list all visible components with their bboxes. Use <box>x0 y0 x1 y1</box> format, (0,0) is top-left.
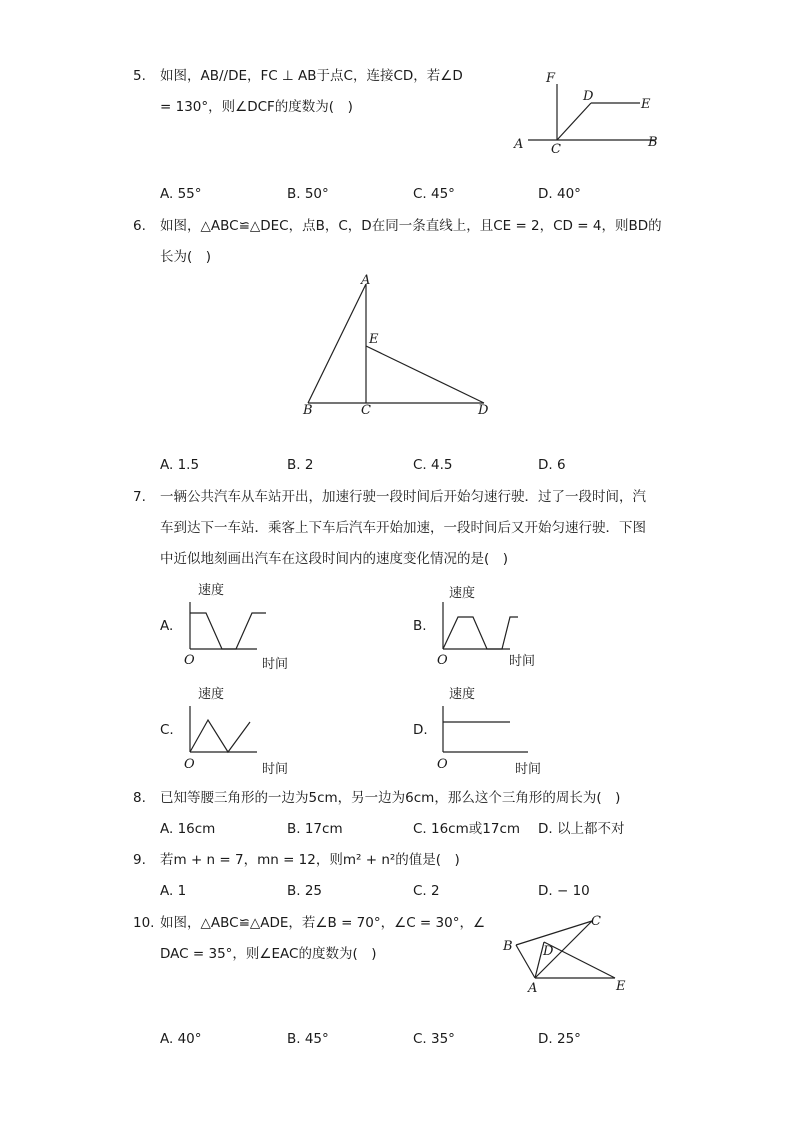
q7b-y-label: 速度 <box>449 586 476 601</box>
q8-option-c: C. 16cm或17cm <box>413 821 521 837</box>
q7d-x-label: 时间 <box>515 762 542 777</box>
q5-label-b: B <box>648 135 658 150</box>
q10-label-b: B <box>503 939 513 954</box>
q10-line-ba <box>516 945 535 978</box>
q7-stem-line2: 车到达下一车站．乘客上下车后汽车开始加速，一段时间后又开始匀速行驶．下图 <box>160 520 646 536</box>
q7c-curve <box>190 720 250 752</box>
q6-label-c: C <box>361 403 371 418</box>
q8-option-b: B. 17cm <box>287 821 343 837</box>
q5-stem-line1: 如图，AB//DE，FC ⊥ AB于点C，连接CD，若∠D <box>160 68 463 84</box>
q10-label-d: D <box>543 944 554 959</box>
q9-option-d: D. − 10 <box>538 883 590 899</box>
q8-number: 8. <box>133 790 146 806</box>
q7a-curve <box>190 613 266 649</box>
q9-option-b: B. 25 <box>287 883 323 899</box>
q7-option-c-letter: C. <box>160 722 174 738</box>
q5-label-d: D <box>583 89 594 104</box>
q5-label-e: E <box>641 97 651 112</box>
q10-stem-line1: 如图，△ABC≌△ADE，若∠B = 70°，∠C = 30°，∠ <box>160 915 486 931</box>
q7-graph-b <box>443 602 518 649</box>
q7d-y-label: 速度 <box>449 687 476 702</box>
q10-option-b: B. 45° <box>287 1031 329 1047</box>
q7d-origin: O <box>437 757 448 772</box>
q10-stem-line2: DAC = 35°，则∠EAC的度数为( ) <box>160 946 377 962</box>
q5-option-b: B. 50° <box>287 186 329 202</box>
q7c-y-label: 速度 <box>198 687 225 702</box>
q6-label-d: D <box>478 403 489 418</box>
q5-option-c: C. 45° <box>413 186 455 202</box>
q6-option-a: A. 1.5 <box>160 457 200 473</box>
q7a-origin: O <box>184 653 195 668</box>
q7-option-a-letter: A. <box>160 618 174 634</box>
q5-label-f: F <box>546 71 556 86</box>
q10-line-de <box>544 942 615 978</box>
q7b-x-label: 时间 <box>509 654 536 669</box>
q9-stem-line1: 若m + n = 7，mn = 12，则m² + n²的值是( ) <box>160 852 460 868</box>
q9-option-a: A. 1 <box>160 883 187 899</box>
q7a-y-label: 速度 <box>198 583 225 598</box>
q10-label-e: E <box>616 979 626 994</box>
q7c-origin: O <box>184 757 195 772</box>
q8-option-a: A. 16cm <box>160 821 216 837</box>
q9-option-c: C. 2 <box>413 883 440 899</box>
q7-stem-line1: 一辆公共汽车从车站开出，加速行驶一段时间后开始匀速行驶．过了一段时间，汽 <box>160 489 646 505</box>
q7-graph-c <box>190 706 257 752</box>
q5-label-a: A <box>514 137 524 152</box>
q6-option-b: B. 2 <box>287 457 314 473</box>
q7-option-b-letter: B. <box>413 618 427 634</box>
q7c-x-label: 时间 <box>262 762 289 777</box>
q6-option-c: C. 4.5 <box>413 457 453 473</box>
q10-label-c: C <box>591 914 601 929</box>
q7-graph-d <box>443 706 528 752</box>
q6-label-e: E <box>369 332 379 347</box>
q7a-x-label: 时间 <box>262 657 289 672</box>
q5-line-cd <box>557 103 591 140</box>
q5-option-d: D. 40° <box>538 186 581 202</box>
q5-option-a: A. 55° <box>160 186 202 202</box>
q5-number: 5. <box>133 68 146 84</box>
q7-graph-a <box>190 602 266 649</box>
q6-number: 6. <box>133 218 146 234</box>
q8-option-d: D. 以上都不对 <box>538 821 625 837</box>
q6-line-ab <box>308 284 366 403</box>
q7-number: 7. <box>133 489 146 505</box>
q7b-origin: O <box>437 653 448 668</box>
q10-figure <box>516 921 615 978</box>
q10-label-a: A <box>528 981 538 996</box>
q5-label-c: C <box>551 142 561 157</box>
q6-stem-line2: 长为( ) <box>160 249 212 265</box>
q5-stem-line2: = 130°，则∠DCF的度数为( ) <box>160 99 353 115</box>
q8-stem-line1: 已知等腰三角形的一边为5cm，另一边为6cm，那么这个三角形的周长为( ) <box>160 790 621 806</box>
q7b-curve <box>443 617 518 649</box>
q10-number: 10. <box>133 915 155 931</box>
q6-label-b: B <box>303 403 313 418</box>
q6-figure <box>308 284 484 403</box>
q7-stem-line3: 中近似地刻画出汽车在这段时间内的速度变化情况的是( ) <box>160 551 509 567</box>
q6-label-a: A <box>361 273 371 288</box>
q10-option-a: A. 40° <box>160 1031 202 1047</box>
q6-option-d: D. 6 <box>538 457 566 473</box>
q10-option-c: C. 35° <box>413 1031 455 1047</box>
q6-stem-line1: 如图，△ABC≌△DEC，点B，C，D在同一条直线上，且CE = 2，CD = 4，则BD的 <box>160 218 662 234</box>
q9-number: 9. <box>133 852 146 868</box>
q10-option-d: D. 25° <box>538 1031 581 1047</box>
q7-option-d-letter: D. <box>413 722 428 738</box>
q6-line-ed <box>366 346 484 403</box>
